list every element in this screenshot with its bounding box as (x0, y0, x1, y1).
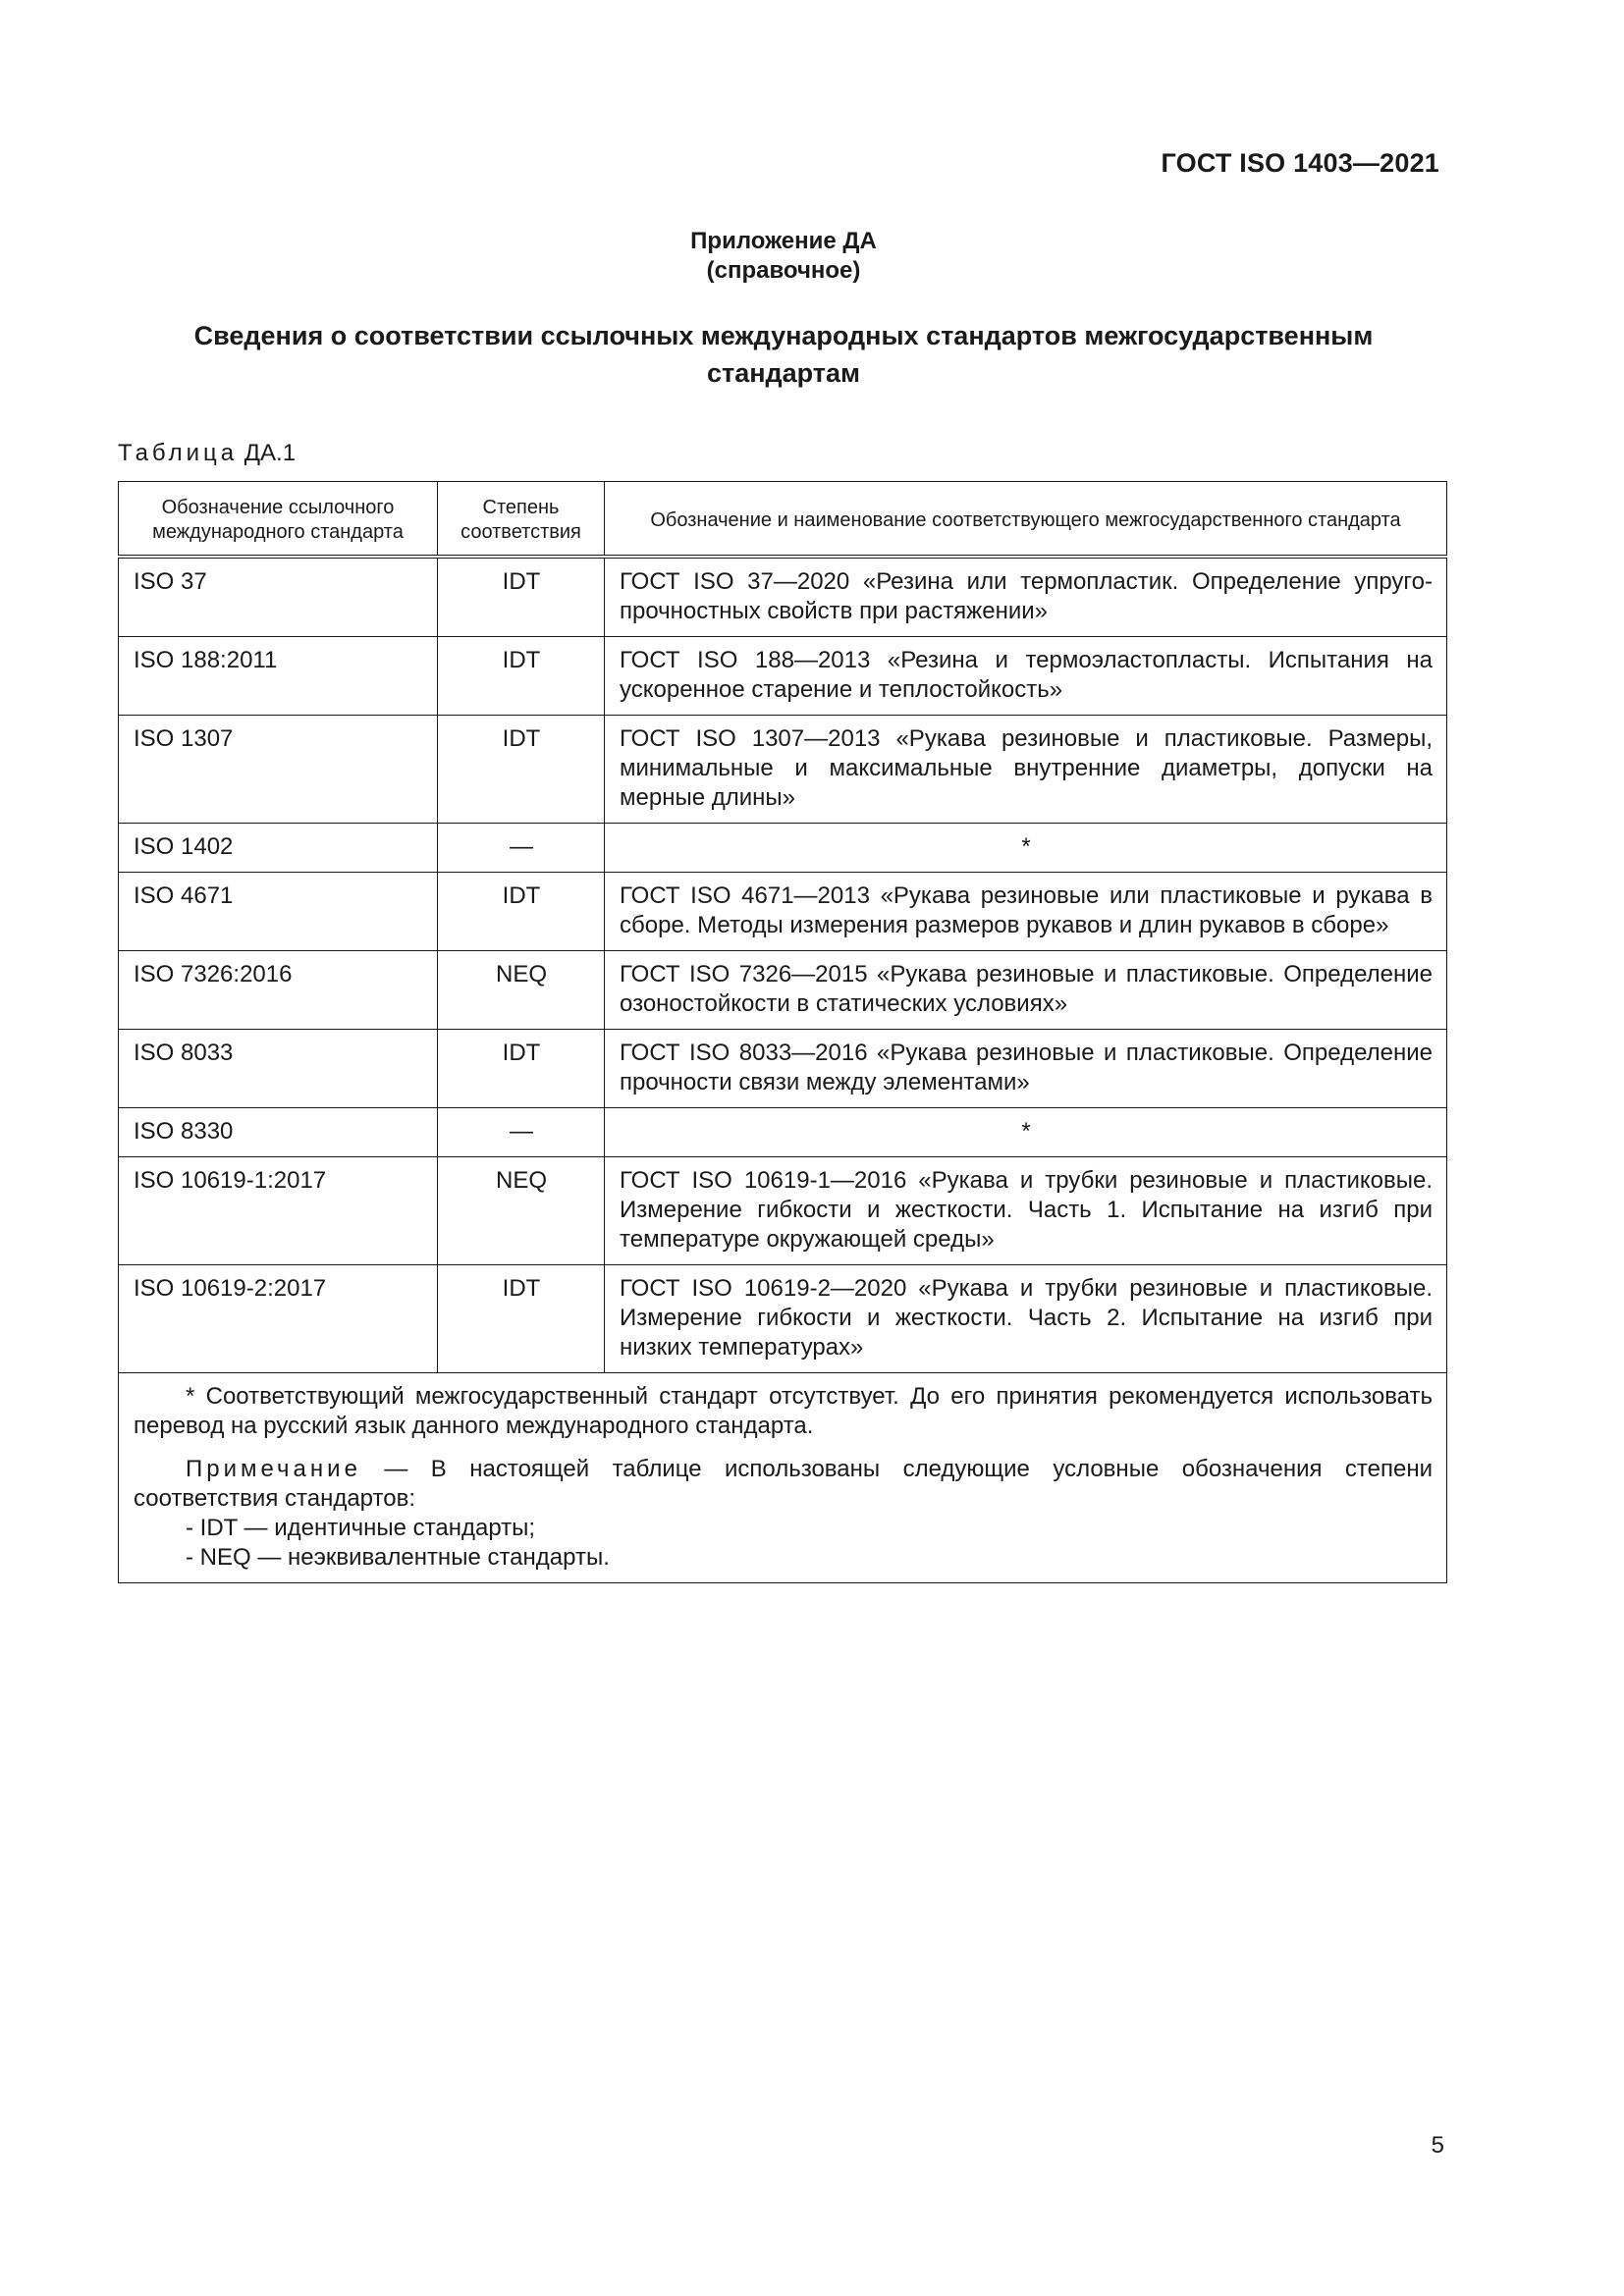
cell-standard-name: ГОСТ ISO 188—2013 «Резина и термоэластопласты. Испытания на ускоренное старение и теплостойкость» (605, 637, 1447, 716)
cell-standard-name: ГОСТ ISO 10619-1—2016 «Рукава и трубки резиновые и пластиковые. Измерение гибкости и жесткости. Часть 1. Испытание на изгиб при температуре окружающей среды» (605, 1157, 1447, 1265)
cell-standard-name: ГОСТ ISO 10619-2—2020 «Рукава и трубки резиновые и пластиковые. Измерение гибкости и жесткости. Часть 2. Испытание на изгиб при низких температурах» (605, 1265, 1447, 1373)
footnote-cell (119, 1373, 1447, 1583)
table-row (119, 1265, 1447, 1373)
cell-standard-name: ГОСТ ISO 7326—2015 «Рукава резиновые и пластиковые. Определение озоностойкости в статических условиях» (605, 951, 1447, 1030)
cell-standard-name: ГОСТ ISO 4671—2013 «Рукава резиновые или пластиковые и рукава в сборе. Методы измерения размеров рукавов и длин рукавов в сборе» (605, 873, 1447, 951)
table-row (119, 951, 1447, 1030)
cell-degree: IDT (438, 1265, 605, 1373)
cell-degree: IDT (438, 716, 605, 824)
table-body (119, 557, 1447, 1373)
table-row (119, 716, 1447, 824)
note-item-idt: - IDT — идентичные стандарты; (186, 1515, 536, 1541)
page-number: 5 (1431, 2132, 1444, 2159)
cell-degree: IDT (438, 873, 605, 951)
table-caption (118, 440, 296, 467)
table-row (119, 873, 1447, 951)
cell-degree: IDT (438, 637, 605, 716)
table-row (119, 1157, 1447, 1265)
table-header-row (119, 482, 1447, 558)
cell-designation: ISO 8033 (119, 1030, 438, 1108)
note-text: — В настоящей таблице использованы следующие условные обозначения степени соответствия стандартов: (134, 1456, 1433, 1512)
table-row (119, 1108, 1447, 1157)
cell-degree: IDT (438, 557, 605, 637)
column-header-name: Обозначение и наименование соответствующего межгосударственного стандарта (605, 482, 1447, 558)
column-header-degree: Степень соответствия (438, 482, 605, 558)
cell-designation: ISO 1307 (119, 716, 438, 824)
appendix-subtitle: (справочное) (706, 257, 861, 284)
cell-standard-name: ГОСТ ISO 37—2020 «Резина или термопластик. Определение упруго-прочностных свойств при растяжении» (605, 557, 1447, 637)
cell-standard-name: ГОСТ ISO 8033—2016 «Рукава резиновые и пластиковые. Определение прочности связи между элементами» (605, 1030, 1447, 1108)
table-row (119, 1030, 1447, 1108)
cell-standard-name: * (605, 824, 1447, 873)
table-row (119, 557, 1447, 637)
cell-degree: — (438, 824, 605, 873)
column-header-designation: Обозначение ссылочного международного стандарта (119, 482, 438, 558)
cell-degree: — (438, 1108, 605, 1157)
appendix-title: Приложение ДА (690, 228, 877, 254)
section-title: Сведения о соответствии ссылочных международных стандартов межгосударственным стандартам (193, 321, 1374, 388)
note-label: Примечание (186, 1456, 361, 1482)
cell-designation: ISO 10619-2:2017 (119, 1265, 438, 1373)
note-paragraph (134, 1455, 1433, 1514)
cell-degree: IDT (438, 1030, 605, 1108)
table-footnote-row (119, 1373, 1447, 1583)
cell-designation: ISO 1402 (119, 824, 438, 873)
cell-degree: NEQ (438, 1157, 605, 1265)
table-row (119, 824, 1447, 873)
standards-table (118, 481, 1447, 1583)
footnote-text: * Соответствующий межгосударственный стандарт отсутствует. До его принятия рекомендуется использовать перевод на русский язык данного международного стандарта. (134, 1383, 1433, 1439)
note-item-neq: - NEQ — неэквивалентные стандарты. (186, 1544, 610, 1571)
cell-designation: ISO 4671 (119, 873, 438, 951)
cell-designation: ISO 8330 (119, 1108, 438, 1157)
table-row (119, 637, 1447, 716)
cell-designation: ISO 7326:2016 (119, 951, 438, 1030)
table-caption-word: Таблица (118, 440, 239, 466)
cell-standard-name: * (605, 1108, 1447, 1157)
cell-designation: ISO 37 (119, 557, 438, 637)
table-caption-number: ДА.1 (244, 440, 297, 466)
cell-standard-name: ГОСТ ISO 1307—2013 «Рукава резиновые и пластиковые. Размеры, минимальные и максимальные внутренние диаметры, допуски на мерные длины» (605, 716, 1447, 824)
cell-degree: NEQ (438, 951, 605, 1030)
cell-designation: ISO 188:2011 (119, 637, 438, 716)
cell-designation: ISO 10619-1:2017 (119, 1157, 438, 1265)
appendix-heading (0, 227, 1567, 286)
document-code: ГОСТ ISO 1403—2021 (1161, 148, 1439, 178)
